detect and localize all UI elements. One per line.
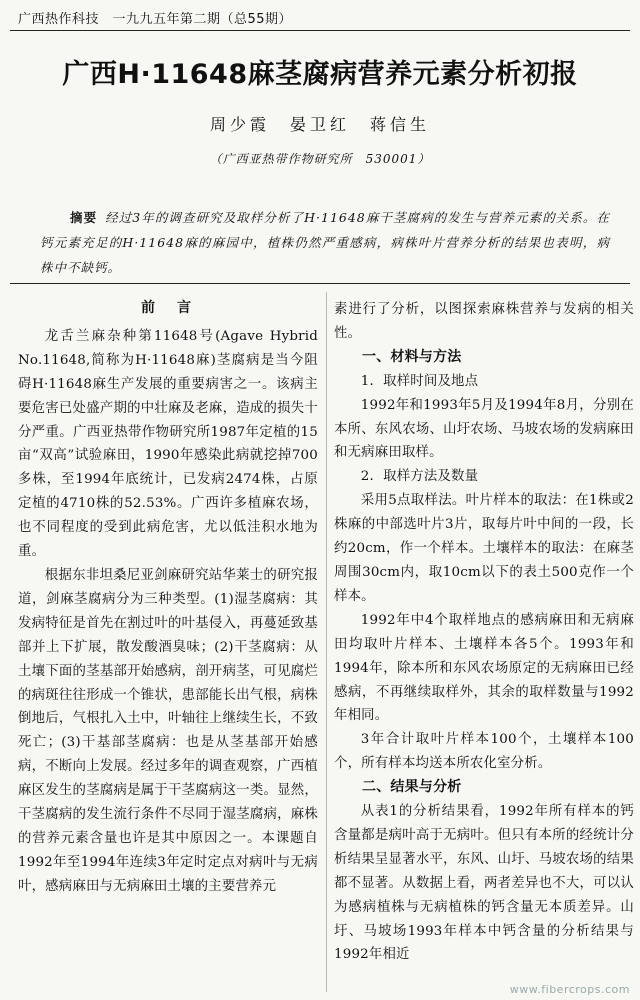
column-divider: [326, 292, 327, 992]
right-column: [334, 298, 634, 967]
section-title-methods: 一、材料与方法: [362, 348, 462, 365]
preface-paragraph-1: 龙舌兰麻杂种第11648号(Agave Hybrid No.11648,简称为H·11648麻)茎腐病是当今阻碍H·11648麻生产发展的重要病害之一。该病主要危害已处盛产期的中壮麻及老麻，造成的损失十分严重。广西亚热带作物研究所1987年定植的15亩“双高”试验麻田，1990年感染此病就挖掉700多株，至1994年底统计，已发病2474株，占原定植的4710株的52.53%。广西许多植麻农场，也不同程度的受到此病危害，尤以低洼积水地为重。: [18, 328, 318, 560]
author-list: 周少霞 晏卫红 蒋信生: [209, 115, 430, 134]
subsection-title-sampling-time: 1．取样时间及地点: [360, 373, 479, 389]
subsection-title-sampling-method: 2．取样方法及数量: [360, 469, 479, 485]
article-title: 广西H·11648麻茎腐病营养元素分析初报: [62, 59, 578, 90]
sampling-time-text: 1992年和1993年5月及1994年8月，分别在本所、东风农场、山圩农场、马坡农场的发病麻田和无病麻田取样。: [334, 397, 634, 461]
abstract: [40, 205, 610, 280]
results-text: 从表1的分析结果看，1992年所有样本的钙含量都是病叶高于无病叶。但只有本所的经统计分析结果呈显著水平，东风、山圩、马坡农场的结果都不显著。从数据上看，两者差异也不大，可以认为感病植株与无病植株的钙含量无本质差异。山圩、马坡场1993年样本中钙含量的分析结果与1992年相近: [334, 804, 634, 963]
abstract-rule: [10, 283, 630, 284]
left-column: [18, 295, 318, 899]
sampling-method-text: 采用5点取样法。叶片样本的取法：在1株或2株麻的中部选叶片3片，取每片叶中间的一段，长约20cm，作一个样本。土壤样本的取法：在麻茎周围30cm内，取10cm以下的表土500克作一个样本。: [334, 493, 634, 604]
section-title-preface: 前 言: [141, 300, 195, 316]
sampling-total-text: 3年合计取叶片样本100个，土壤样本100个，所有样本均送本所农化室分析。: [334, 732, 634, 772]
running-head: 广西热作科技 一九九五年第二期（总55期）: [18, 12, 293, 27]
abstract-keyword: 摘要: [70, 210, 98, 225]
preface-paragraph-2: 根据东非坦桑尼亚剑麻研究站华莱士的研究报道，剑麻茎腐病分为三种类型。(1)湿茎腐病：其发病特征是首先在割过叶的叶基侵入，再蔓延致基部并上下扩展，散发酸酒臭味；(2)干茎腐病：从土壤下面的茎基部开始感病，剖开病茎，可见腐烂的病斑往往形成一个锥状，患部能长出气根，病株倒地后，气根扎入土中，叶轴往上继续生长，不致死亡；(3)干基部茎腐病：也是从茎基部开始感病，不断向上发展。经过多年的调查观察，广西植麻区发生的茎腐病是属于干茎腐病这一类。显然，干茎腐病的发生流行条件不尽同于湿茎腐病，麻株的营养元素含量也许是其中原因之一。本课题自1992年至1994年连续3年定时定点对病叶与无病叶，感病麻田与无病麻田土壤的主要营养元: [18, 567, 318, 894]
affiliation: （广西亚热带作物研究所 530001）: [209, 152, 431, 166]
sampling-1992-text: 1992年中4个取样地点的感病麻田和无病麻田均取叶片样本、土壤样本各5个。1993年和1994年，除本所和东风农场原定的无病麻田已经感病，不再继续取样外，其余的取样数量与1992年相同。: [334, 612, 634, 724]
site-watermark: www.fibercrops.com: [509, 983, 630, 996]
section-title-results: 二、结果与分析: [362, 779, 462, 796]
header-rule: [10, 30, 630, 31]
abstract-text: 经过3年的调查研究及取样分析了H·11648麻干茎腐病的发生与营养元素的关系。在钙元素充足的H·11648麻的麻园中，植株仍然严重感病，病株叶片营养分析的结果也表明，病株中不缺钙。: [40, 210, 610, 275]
continuation-text: 素进行了分析，以图探索麻株营养与发病的相关性。: [334, 302, 634, 341]
